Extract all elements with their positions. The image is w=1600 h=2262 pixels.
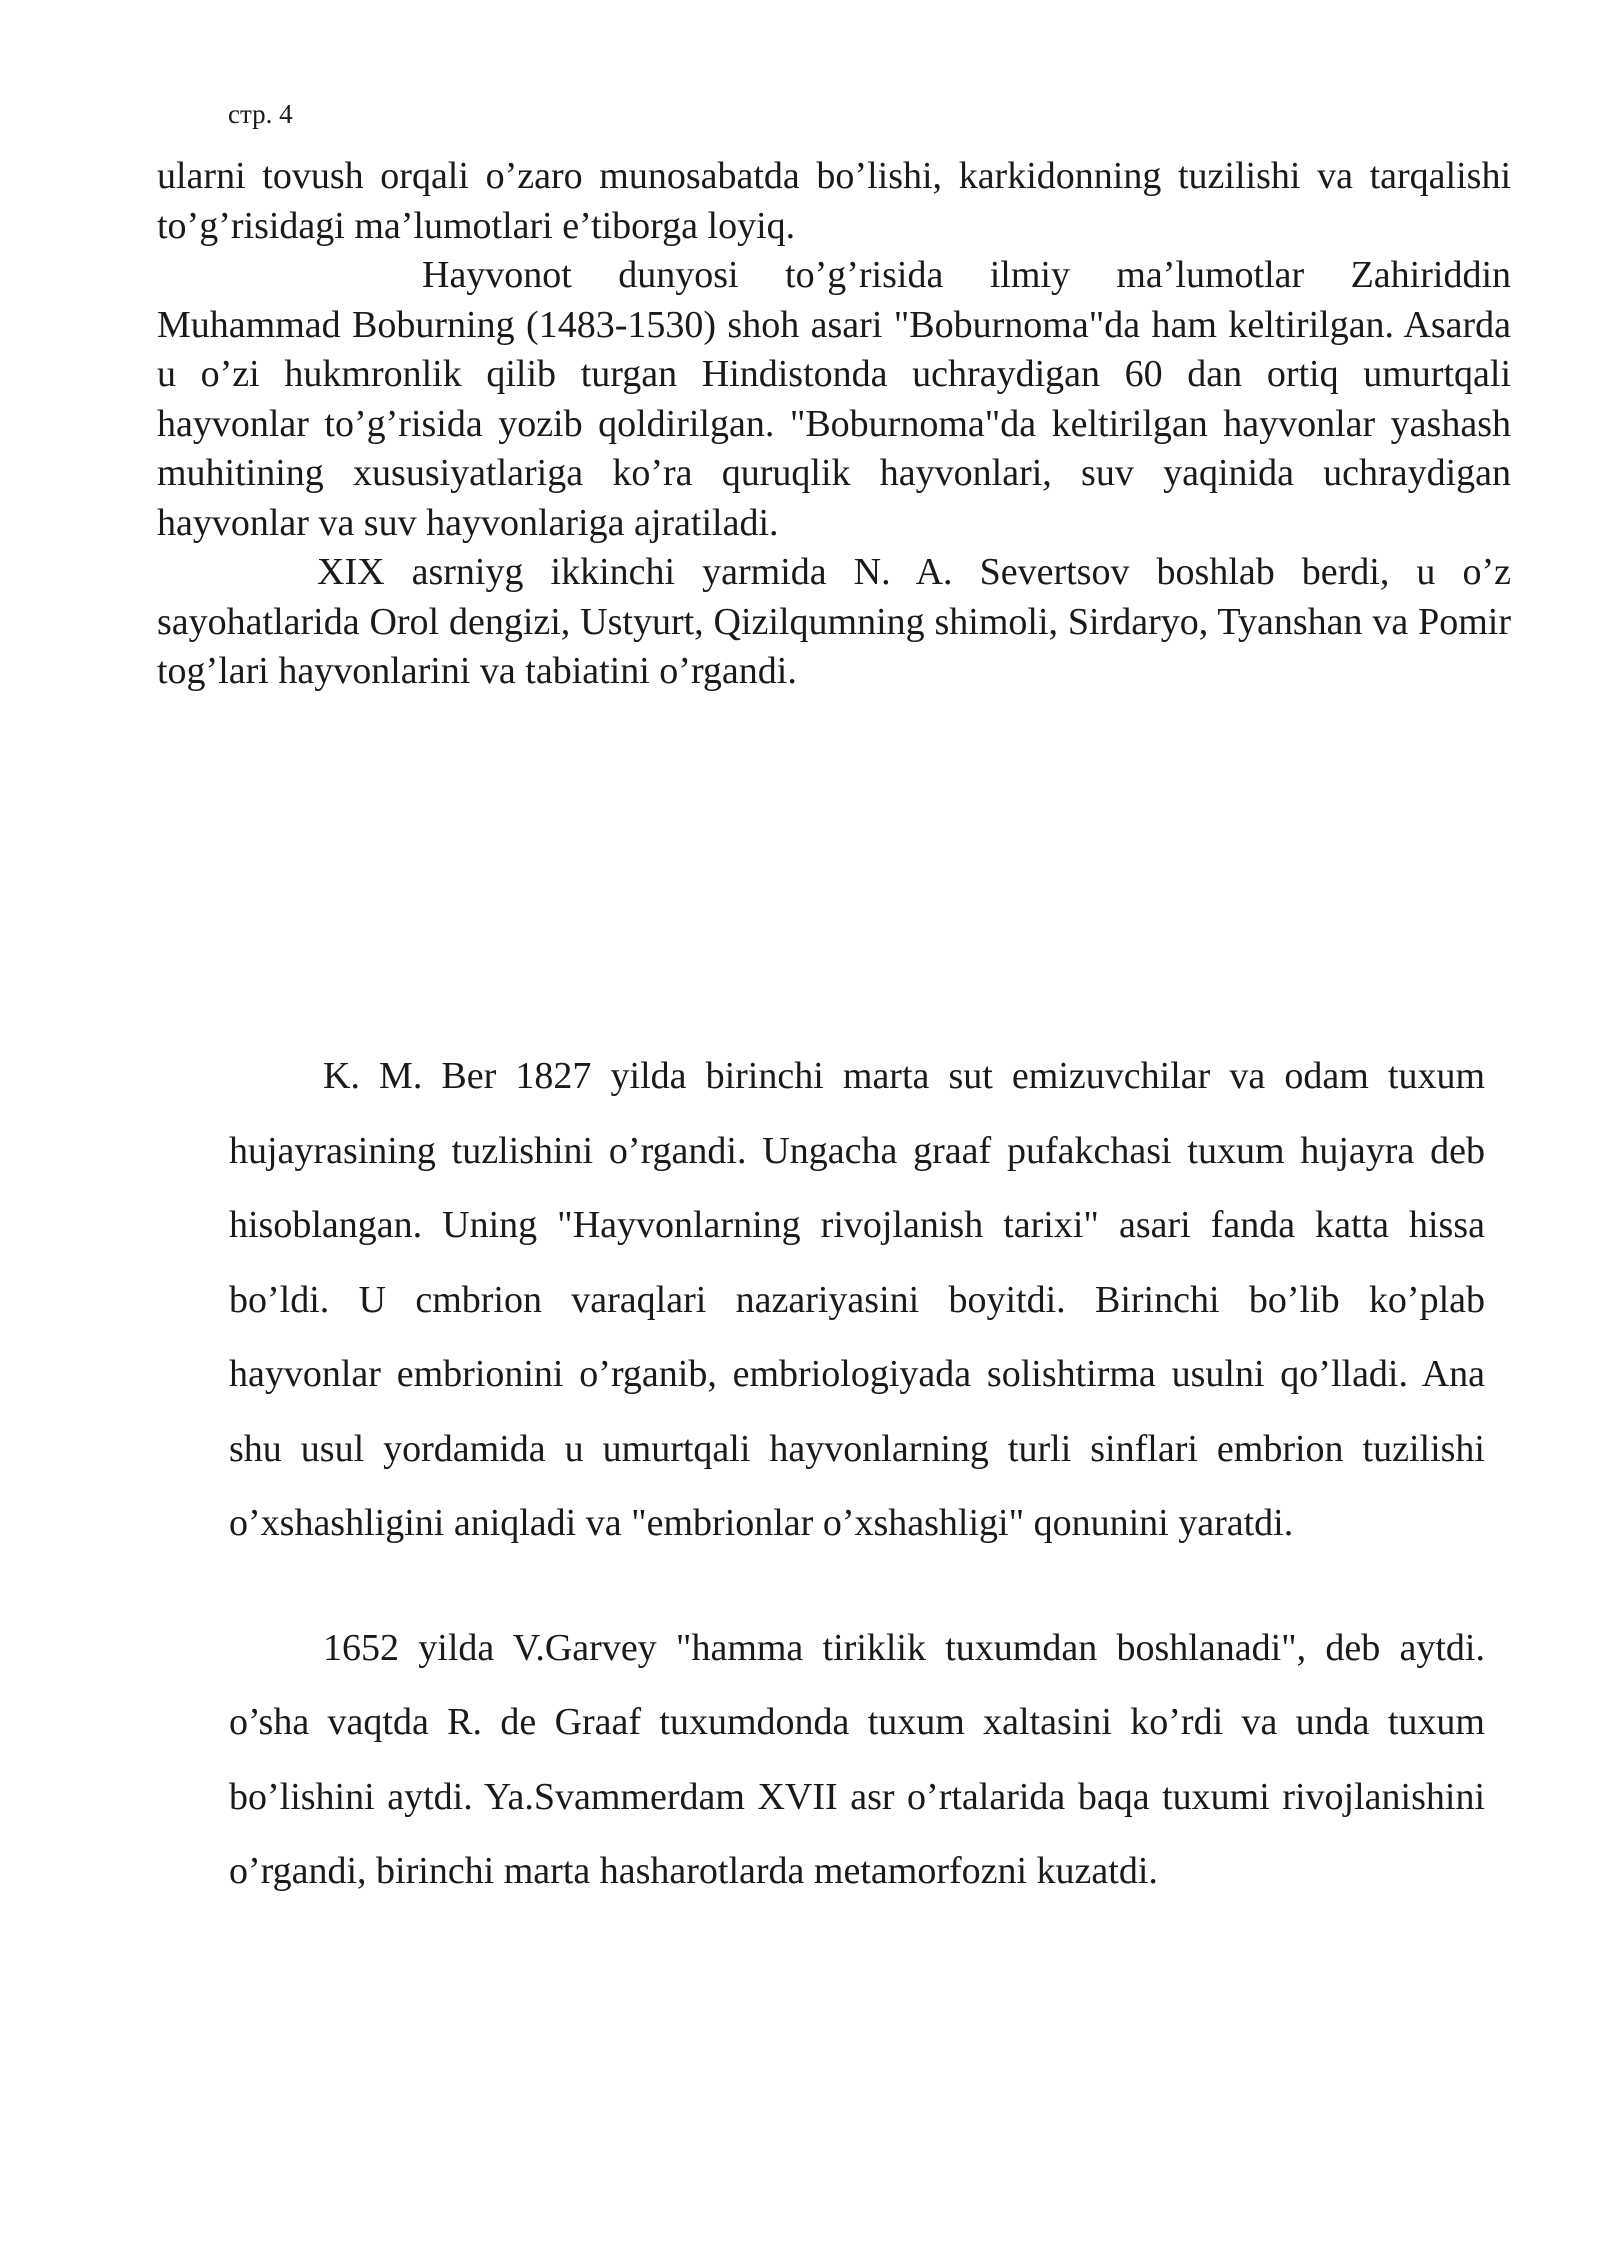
- paragraph-ber: K. M. Ber 1827 yilda birinchi marta sut emizuvchilar va odam tuxum hujayrasining tuzlishini o’rgandi. Ungacha graaf pufakchasi tuxum hujayra deb hisoblangan. Uning "Hayvonlarning rivojlanish tarixi" asari fanda katta hissa bo’ldi. U cmbrion varaqlari nazariyasini boyitdi. Birinchi bo’lib ko’plab hayvonlar embrionini o’rganib, embriologiyada solishtirma usulni qo’lladi. Ana shu usul yordamida u umurtqali hayvonlarning turli sinflari embrion tuzilishi o’xshashligini aniqladi va "embrionlar o’xshashligi" qonunini yaratdi.: [229, 1055, 1485, 1544]
- bottom-text-block: [229, 1039, 1485, 1909]
- paragraph-boburnoma: Hayvonot dunyosi to’g’risida ilmiy ma’lumotlar Zahiriddin Muhammad Boburning (1483-1530) shoh asari "Boburnoma"da ham keltirilgan. Asarda u o’zi hukmronlik qilib turgan Hindistonda uchraydigan 60 dan ortiq umurtqali hayvonlar to’g’risida yozib qoldirilgan. "Boburnoma"da keltirilgan hayvonlar yashash muhitining xususiyatlariga ko’ra quruqlik hayvonlari, suv yaqinida uchraydigan hayvonlar va suv hayvonlariga ajratiladi.: [157, 254, 1511, 544]
- paragraph-continuation: ularni tovush orqali o’zaro munosabatda bo’lishi, karkidonning tuzilishi va tarqalishi to’g’risidagi ma’lumotlari e’tiborga loyiq.: [157, 155, 1511, 247]
- top-text-block: [157, 152, 1511, 697]
- paragraph-garvey: 1652 yilda V.Garvey "hamma tiriklik tuxumdan boshlanadi", deb aytdi. o’sha vaqtda R. de Graaf tuxumdonda tuxum xaltasini ko’rdi va unda tuxum bo’lishini aytdi. Ya.Svammerdam XVII asr o’rtalarida baqa tuxumi rivojlanishini o’rgandi, birinchi marta hasharotlarda metamorfozni kuzatdi.: [229, 1626, 1485, 1892]
- paragraph-severtsov: XIX asrniyg ikkinchi yarmida N. A. Severtsov boshlab berdi, u o’z sayohatlarida Orol dengizi, Ustyurt, Qizilqumning shimoli, Sirdaryo, Tyanshan va Pomir tog’lari hayvonlarini va tabiatini o’rgandi.: [157, 551, 1511, 692]
- page-number: стр. 4: [228, 99, 293, 129]
